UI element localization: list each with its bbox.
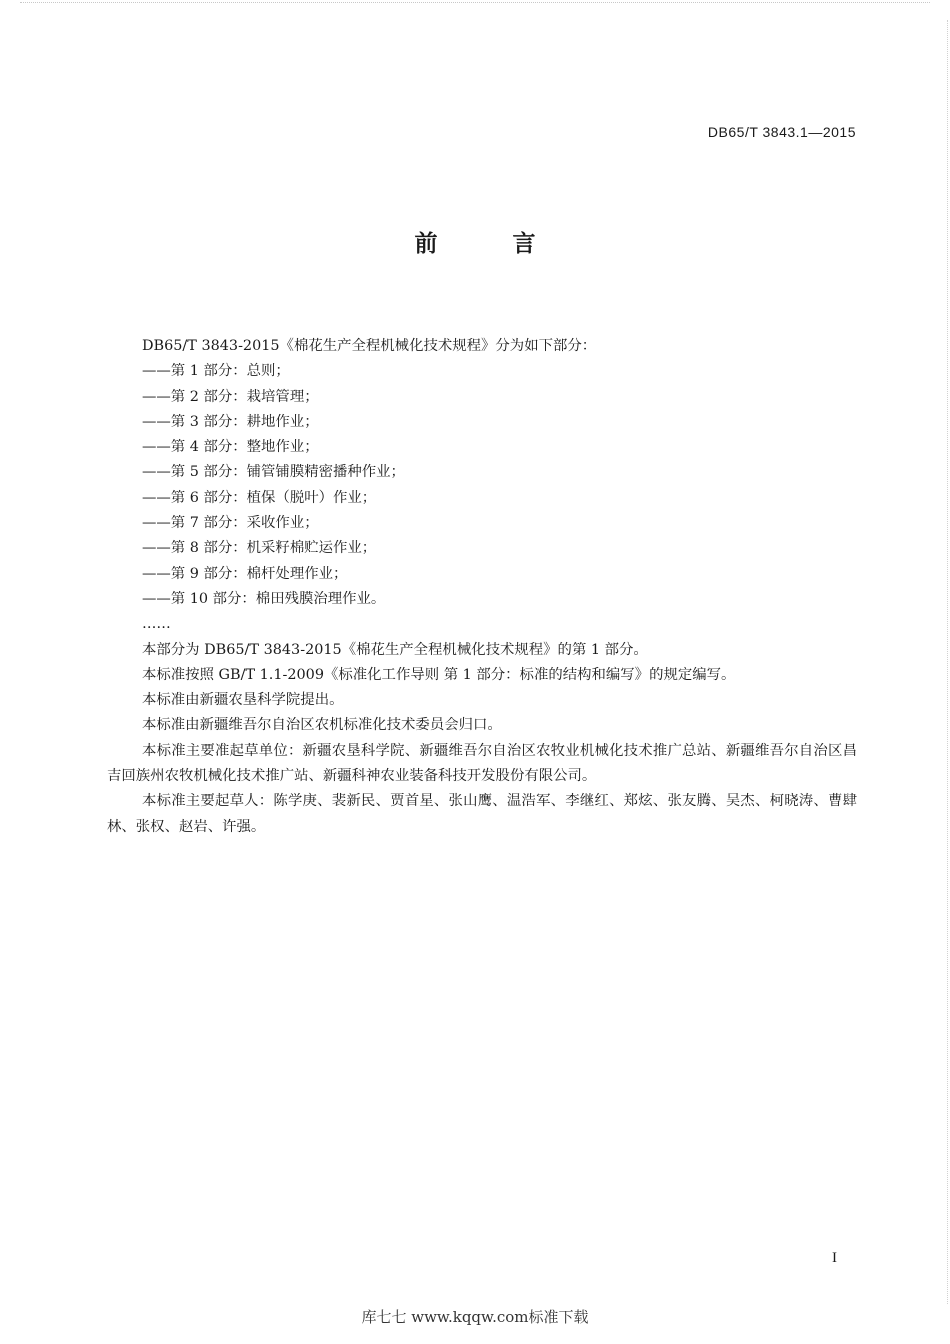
list-item: ——第 5 部分：铺管铺膜精密播种作业； [142, 464, 405, 481]
list-item: ——第 3 部分：耕地作业； [142, 413, 319, 430]
intro-line: DB65/T 3843-2015《棉花生产全程机械化技术规程》分为如下部分： [142, 338, 597, 354]
paragraph-part-statement: 本部分为 DB65/T 3843-2015《棉花生产全程机械化技术规程》的第 1 部分。 [142, 641, 648, 658]
paragraph-drafters: 本标准主要起草人：陈学庚、裴新民、贾首星、张山鹰、温浩军、李继红、郑炫、张友腾、吴杰、柯晓涛、曹肆林、张权、赵岩、许强。 [107, 793, 857, 835]
paragraph-drafting-rules: 本标准按照 GB/T 1.1-2009《标准化工作导则 第 1 部分：标准的结构和编写》的规定编写。 [142, 666, 736, 683]
foreword-body [107, 334, 857, 840]
list-item: ——第 4 部分：整地作业； [142, 439, 319, 456]
paragraph-proposer: 本标准由新疆农垦科学院提出。 [142, 692, 344, 709]
parts-list [107, 359, 857, 637]
page-title: 前 言 [414, 231, 562, 257]
list-item: ——第 10 部分：棉田残膜治理作业。 [142, 590, 386, 607]
paragraph-drafting-units: 本标准主要准起草单位：新疆农垦科学院、新疆维吾尔自治区农牧业机械化技术推广总站、新疆维吾尔自治区昌吉回族州农牧机械化技术推广站、新疆科神农业装备科技开发股份有限公司。 [107, 742, 857, 785]
paragraph-committee: 本标准由新疆维吾尔自治区农机标准化技术委员会归口。 [142, 717, 502, 734]
list-ellipsis: …… [142, 616, 171, 633]
list-item: ——第 8 部分：机采籽棉贮运作业； [142, 540, 377, 557]
list-item: ——第 7 部分：采收作业； [142, 515, 319, 532]
site-watermark: 库七七 www.kqqw.com标准下载 [361, 1308, 589, 1326]
list-item: ——第 6 部分：植保（脱叶）作业； [142, 489, 377, 506]
document-id: DB65/T 3843.1—2015 [707, 124, 856, 140]
scan-edge-top [20, 2, 930, 3]
list-item: ——第 2 部分：栽培管理； [142, 388, 319, 405]
list-item: ——第 9 部分：棉杆处理作业； [142, 565, 348, 582]
list-item: ——第 1 部分：总则； [142, 363, 290, 380]
scan-edge-right [947, 20, 948, 1304]
page-number: I [832, 1250, 837, 1266]
